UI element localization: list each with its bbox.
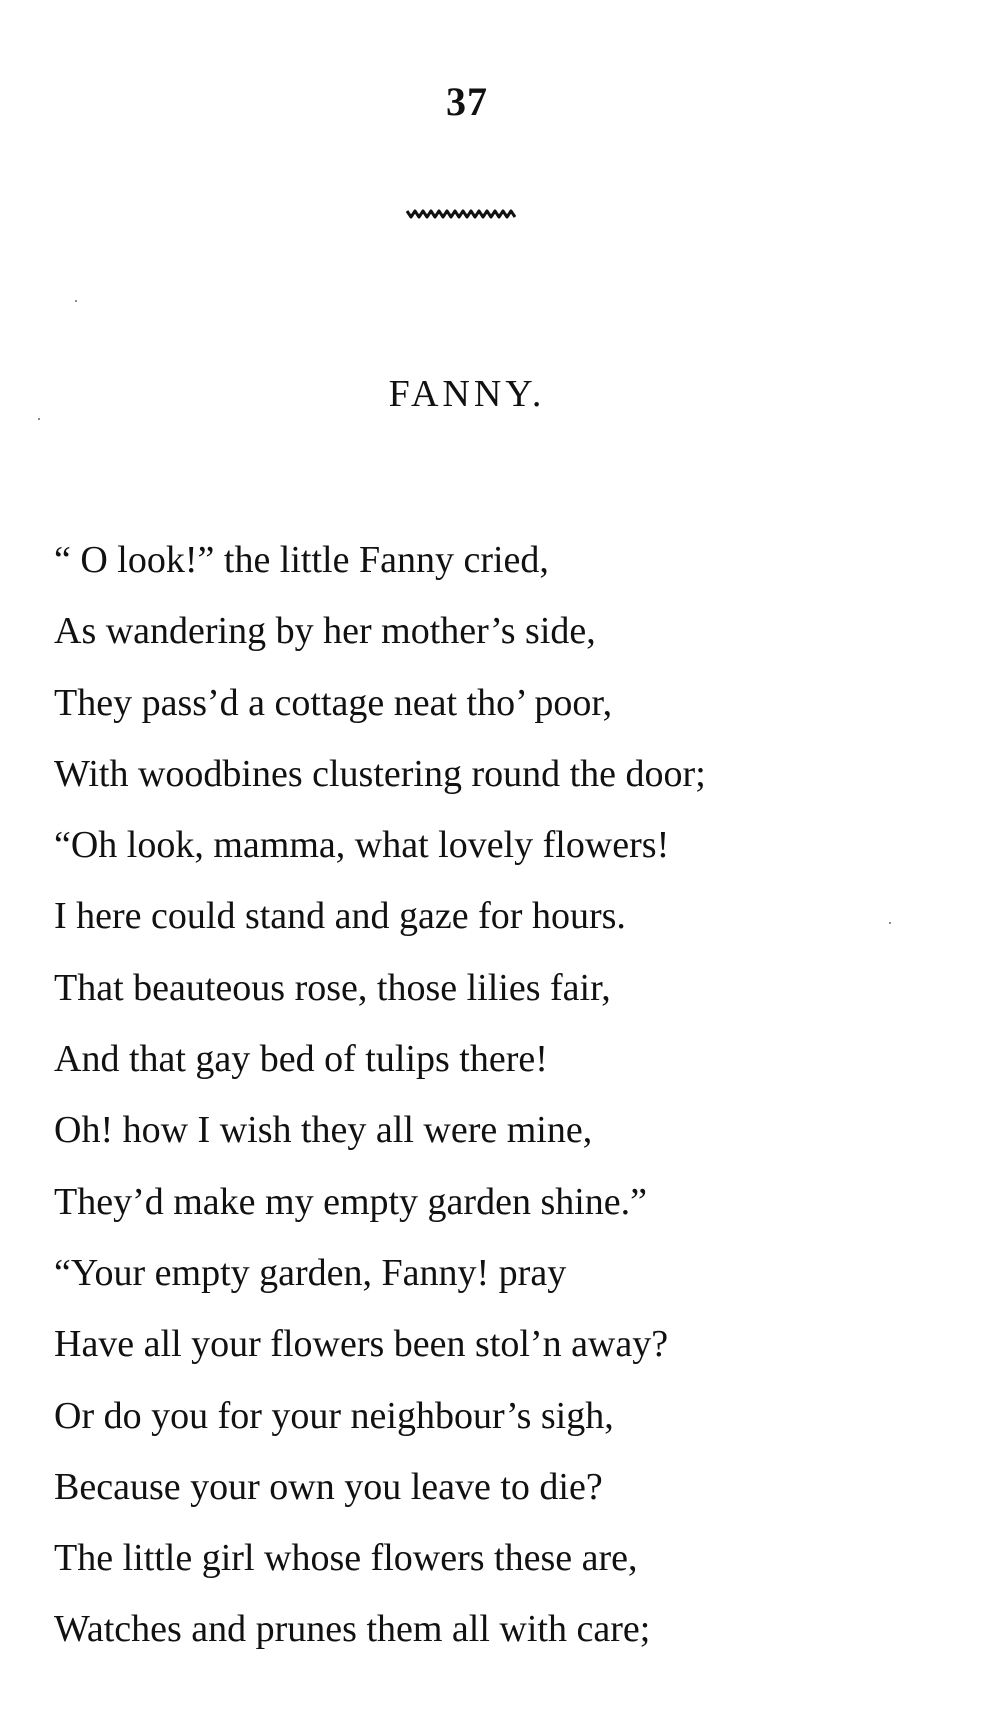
poem-line: That beauteous rose, those lilies fair,	[54, 966, 611, 1009]
poem-line: And that gay bed of tulips there!	[54, 1038, 548, 1081]
poem-body	[54, 525, 954, 1666]
wavy-rule-ornament-icon	[405, 205, 525, 221]
poem-line: Oh! how I wish they all were mine,	[54, 1109, 593, 1152]
poem-line: As wandering by her mother’s side,	[54, 610, 596, 653]
poem-line: Because your own you leave to die?	[54, 1465, 603, 1508]
poem-line: “Oh look, mamma, what lovely flowers!	[54, 824, 670, 867]
paper-speck	[38, 418, 40, 420]
poem-line: They pass’d a cottage neat tho’ poor,	[54, 681, 613, 724]
poem-line: “Your empty garden, Fanny! pray	[54, 1251, 567, 1294]
poem-title: FANNY.	[388, 373, 546, 415]
page-number: 37	[446, 79, 488, 124]
poem-line: Or do you for your neighbour’s sigh,	[54, 1394, 614, 1437]
poem-line: “ O look!” the little Fanny cried,	[54, 539, 549, 581]
paper-speck	[75, 300, 77, 302]
poem-line: Have all your flowers been stol’n away?	[54, 1323, 669, 1366]
poem-line: With woodbines clustering round the door;	[54, 752, 706, 795]
poem-line: Watches and prunes them all with care;	[54, 1608, 651, 1651]
poem-line: They’d make my empty garden shine.”	[54, 1180, 648, 1223]
poem-line: The little girl whose flowers these are,	[54, 1537, 638, 1580]
poem-line: I here could stand and gaze for hours.	[54, 895, 626, 938]
